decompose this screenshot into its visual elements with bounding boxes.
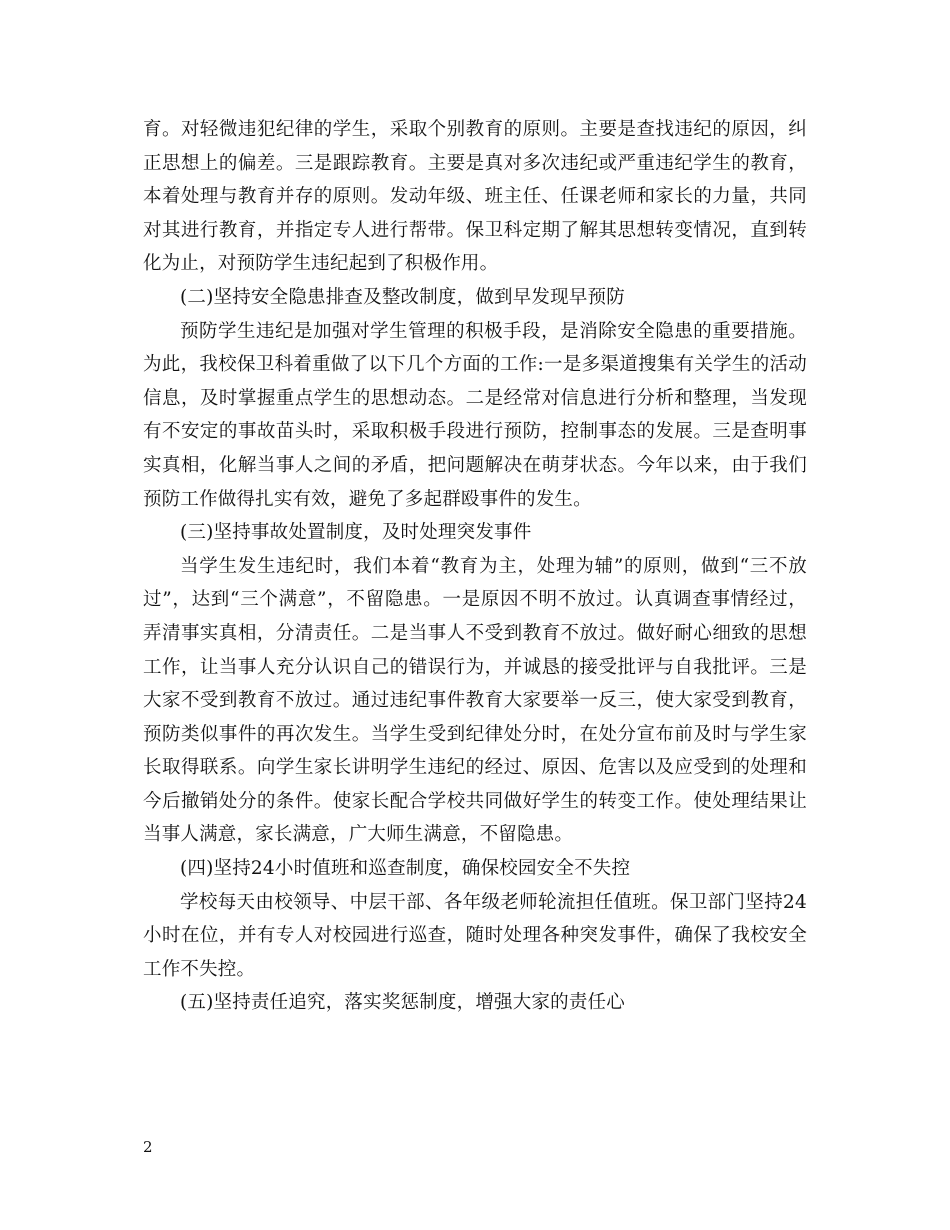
document-body bbox=[143, 113, 807, 1020]
paragraph-prevention: 预防学生违纪是加强对学生管理的积极手段，是消除安全隐患的重要措施。为此，我校保卫科着重做了以下几个方面的工作:一是多渠道搜集有关学生的活动信息，及时掌握重点学生的思想动态。二是经常对信息进行分析和整理，当发现有不安定的事故苗头时，采取积极手段进行预防，控制事态的发展。三是查明事实真相，化解当事人之间的矛盾，把问题解决在萌芽状态。今年以来，由于我们预防工作做得扎实有效，避免了多起群殴事件的发生。 bbox=[143, 320, 807, 510]
section-heading-2: (二)坚持安全隐患排查及整改制度，做到早发现早预防 bbox=[180, 286, 625, 308]
section-heading-3: (三)坚持事故处置制度，及时处理突发事件 bbox=[180, 522, 532, 544]
paragraph-incident-handling: 当学生发生违纪时，我们本着“教育为主，处理为辅”的原则，做到“三不放过”，达到“三个满意”，不留隐患。一是原因不明不放过。认真调查事情经过，弄清事实真相，分清责任。二是当事人不受到教育不放过。做好耐心细致的思想工作，让当事人充分认识自己的错误行为，并诚恳的接受批评与自我批评。三是大家不受到教育不放过。通过违纪事件教育大家要举一反三，使大家受到教育，预防类似事件的再次发生。当学生受到纪律处分时，在处分宣布前及时与学生家长取得联系。向学生家长讲明学生违纪的经过、原因、危害以及应受到的处理和今后撤销处分的条件。使家长配合学校共同做好学生的转变工作。使处理结果让当事人满意，家长满意，广大师生满意，不留隐患。 bbox=[143, 555, 807, 846]
section-heading-5: (五)坚持责任追究，落实奖惩制度，增强大家的责任心 bbox=[180, 992, 625, 1014]
page-number: 2 bbox=[143, 1138, 153, 1156]
paragraph-duty-patrol: 学校每天由校领导、中层干部、各年级老师轮流担任值班。保卫部门坚持24小时在位，并有专人对校园进行巡查，随时处理各种突发事件，确保了我校安全工作不失控。 bbox=[143, 891, 807, 980]
section-heading-4: (四)坚持24小时值班和巡查制度，确保校园安全不失控 bbox=[180, 858, 631, 880]
paragraph-continued: 育。对轻微违犯纪律的学生，采取个别教育的原则。主要是查找违纪的原因，纠正思想上的偏差。三是跟踪教育。主要是真对多次违纪或严重违纪学生的教育，本着处理与教育并存的原则。发动年级、班主任、任课老师和家长的力量，共同对其进行教育，并指定专人进行帮带。保卫科定期了解其思想转变情况，直到转化为止，对预防学生违纪起到了积极作用。 bbox=[143, 119, 807, 275]
